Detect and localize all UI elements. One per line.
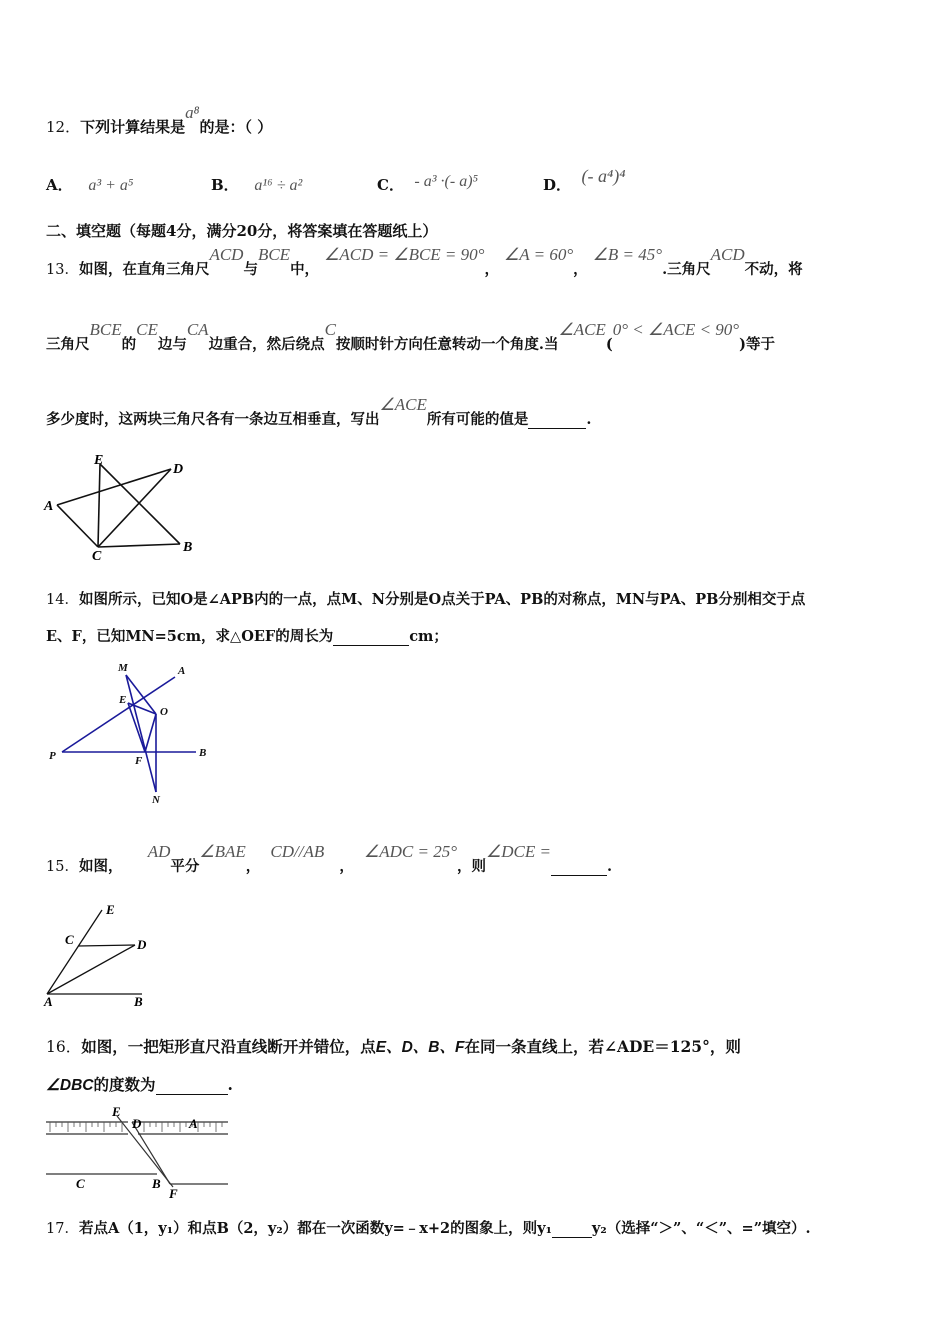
q16-line1 (46, 1035, 741, 1057)
option-label: A． (46, 176, 73, 194)
label-F: F (135, 755, 143, 767)
q13-math: ACD (710, 245, 745, 264)
q15-text: ， (339, 858, 354, 875)
label-B: B (183, 540, 193, 555)
q14-number: 14． (46, 592, 79, 608)
q17-text: y₂（选择“＞”、“＜”、=”填空）. (591, 1220, 811, 1237)
q13-figure (40, 448, 200, 563)
q14-answer-blank[interactable] (333, 628, 409, 646)
q16-number: 16． (46, 1038, 82, 1056)
ray-PA (62, 677, 175, 752)
q16-angle: ∠DBC (46, 1077, 94, 1094)
segment-AD (47, 945, 135, 994)
q12-number: 12． (46, 118, 81, 136)
segment-CB (98, 544, 180, 547)
q12-text-b: 的是：（ ） (199, 118, 273, 136)
segment-CD (78, 945, 135, 946)
q13-answer-blank[interactable] (528, 411, 586, 429)
q16-text: 的度数为 (93, 1075, 156, 1094)
q16-answer-blank[interactable] (156, 1075, 228, 1095)
label-F: F (169, 1186, 178, 1201)
break-line-ED (117, 1116, 173, 1187)
q12-text-a: 下列计算结果是 (80, 118, 186, 136)
label-C: C (65, 932, 74, 947)
q13-math: C (324, 320, 336, 339)
option-expr: - a³ ·(- a)⁵ (414, 173, 479, 190)
q13-text: 与 (243, 261, 258, 278)
label-E: E (119, 694, 127, 706)
label-O: O (160, 706, 168, 718)
q15-math: ∠ADC = 25° (364, 842, 458, 861)
q15-math: AD (147, 842, 171, 861)
q12-option-d[interactable] (543, 166, 626, 195)
segment-EF (128, 703, 145, 752)
q15-text: 如图， (78, 858, 123, 875)
label-D: D (173, 462, 184, 477)
ray-AE (47, 910, 102, 994)
q16-figure (42, 1104, 234, 1204)
label-B: B (152, 1176, 161, 1191)
q15-line (46, 842, 613, 876)
q15-answer-blank[interactable] (551, 858, 607, 876)
q13-math: BCE (89, 320, 122, 339)
q13-text: .三角尺 (662, 261, 711, 278)
q15-number: 15． (46, 859, 79, 875)
q13-math: ∠ACD = ∠BCE = 90° (324, 245, 485, 264)
q13-text: ， (484, 261, 499, 278)
option-label: B． (211, 176, 239, 194)
q13-line2 (46, 320, 775, 354)
q13-math: BCE (257, 245, 291, 264)
label-A: A (44, 994, 53, 1009)
q13-text: ， (573, 261, 588, 278)
segment-AC (57, 505, 98, 547)
label-P: P (49, 750, 56, 762)
q13-math: 0° < ∠ACE < 90° (612, 320, 740, 339)
break-line-DF (132, 1122, 170, 1184)
q15-text: . (606, 858, 613, 875)
q14-text: cm； (409, 628, 448, 645)
q13-text: )等于 (739, 336, 775, 353)
q15-figure (40, 898, 160, 1010)
q17-text: 若点A（1，y₁）和点B（2，y₂）都在一次函数y=﹣x+2的图象上，则y₁ (78, 1220, 552, 1237)
q17-number: 17． (46, 1221, 79, 1237)
q15-math: CD//AB (270, 842, 325, 861)
label-M: M (118, 662, 128, 674)
option-expr: (- a⁴)⁴ (581, 166, 626, 186)
label-A: A (189, 1116, 198, 1131)
label-N: N (152, 794, 160, 806)
q13-text: 边重合，然后绕点 (208, 336, 325, 353)
segment-OF (145, 714, 156, 752)
q12-expr: a⁸ (185, 103, 200, 122)
option-label: C． (377, 176, 404, 194)
q13-text: 三角尺 (46, 336, 90, 353)
q14-text: E、F，已知MN=5cm，求△OEF的周长为 (46, 628, 334, 645)
q13-text: 按顺时针方向任意转动一个角度.当 (335, 336, 559, 353)
q13-text: . (586, 411, 592, 428)
q15-math: ∠BAE (199, 842, 246, 861)
q17-line (46, 1217, 811, 1238)
q13-math: ACD (209, 245, 244, 264)
label-B: B (199, 747, 207, 759)
label-C: C (92, 549, 102, 563)
label-C: C (76, 1176, 85, 1191)
q12-option-b[interactable] (211, 174, 302, 195)
q13-number: 13． (46, 262, 79, 278)
q14-line2 (46, 625, 448, 646)
label-E: E (106, 902, 115, 917)
q16-text: 在同一条直线上，若∠ADE＝125°，则 (464, 1037, 741, 1056)
q16-text: . (227, 1075, 233, 1094)
label-D: D (137, 937, 147, 952)
q12-option-c[interactable] (377, 174, 478, 195)
label-D: D (132, 1116, 142, 1131)
q15-math: ∠DCE = (486, 842, 551, 861)
section-title: 二、填空题（每题4分，满分20分，将答案填在答题纸上） (46, 222, 438, 240)
q13-text: 如图，在直角三角尺 (78, 261, 210, 278)
option-expr: a³ + a⁵ (88, 177, 134, 194)
q13-text: ( (605, 336, 613, 353)
q16-text: 如图，一把矩形直尺沿直线断开并错位，点 (81, 1037, 376, 1056)
q13-text: 不动，将 (744, 261, 803, 278)
q14-line1 (46, 588, 805, 609)
q14-text: 如图所示，已知O是∠APB内的一点，点M、N分别是O点关于PA、PB的对称点，MN与PA、PB分别相交于点 (78, 591, 806, 608)
segment-EC (98, 464, 100, 547)
q13-math: ∠A = 60° (504, 245, 574, 264)
q13-text: 边与 (157, 336, 187, 353)
label-E: E (112, 1104, 121, 1119)
label-A: A (44, 499, 54, 514)
label-B: B (134, 994, 143, 1009)
option-expr: a¹⁶ ÷ a² (254, 177, 303, 194)
q17-answer-blank[interactable] (552, 1220, 592, 1238)
q15-text: ， (245, 858, 261, 875)
q13-text: 的 (121, 336, 137, 353)
q16-line2 (46, 1073, 233, 1095)
q13-math: ∠ACE (558, 320, 606, 339)
q13-text: 所有可能的值是 (426, 411, 529, 428)
q13-math: ∠ACE (379, 395, 427, 414)
q13-text: 多少度时，这两块三角尺各有一条边互相垂直，写出 (46, 411, 380, 428)
q13-math: CA (186, 320, 209, 339)
q13-math: ∠B = 45° (592, 245, 663, 264)
q14-figure (44, 658, 214, 808)
q12-stem (46, 103, 273, 137)
q13-text: 中， (290, 261, 320, 278)
q15-text: 平分 (170, 858, 200, 875)
q15-text: ，则 (457, 858, 487, 875)
q13-line3 (46, 395, 592, 429)
q13-math: CE (136, 320, 158, 339)
label-A: A (178, 665, 186, 677)
q13-line1 (46, 245, 803, 279)
option-label: D． (543, 176, 572, 194)
q16-points: E、D、B、F (375, 1039, 465, 1056)
q12-option-a[interactable] (46, 174, 133, 195)
label-E: E (94, 453, 104, 468)
